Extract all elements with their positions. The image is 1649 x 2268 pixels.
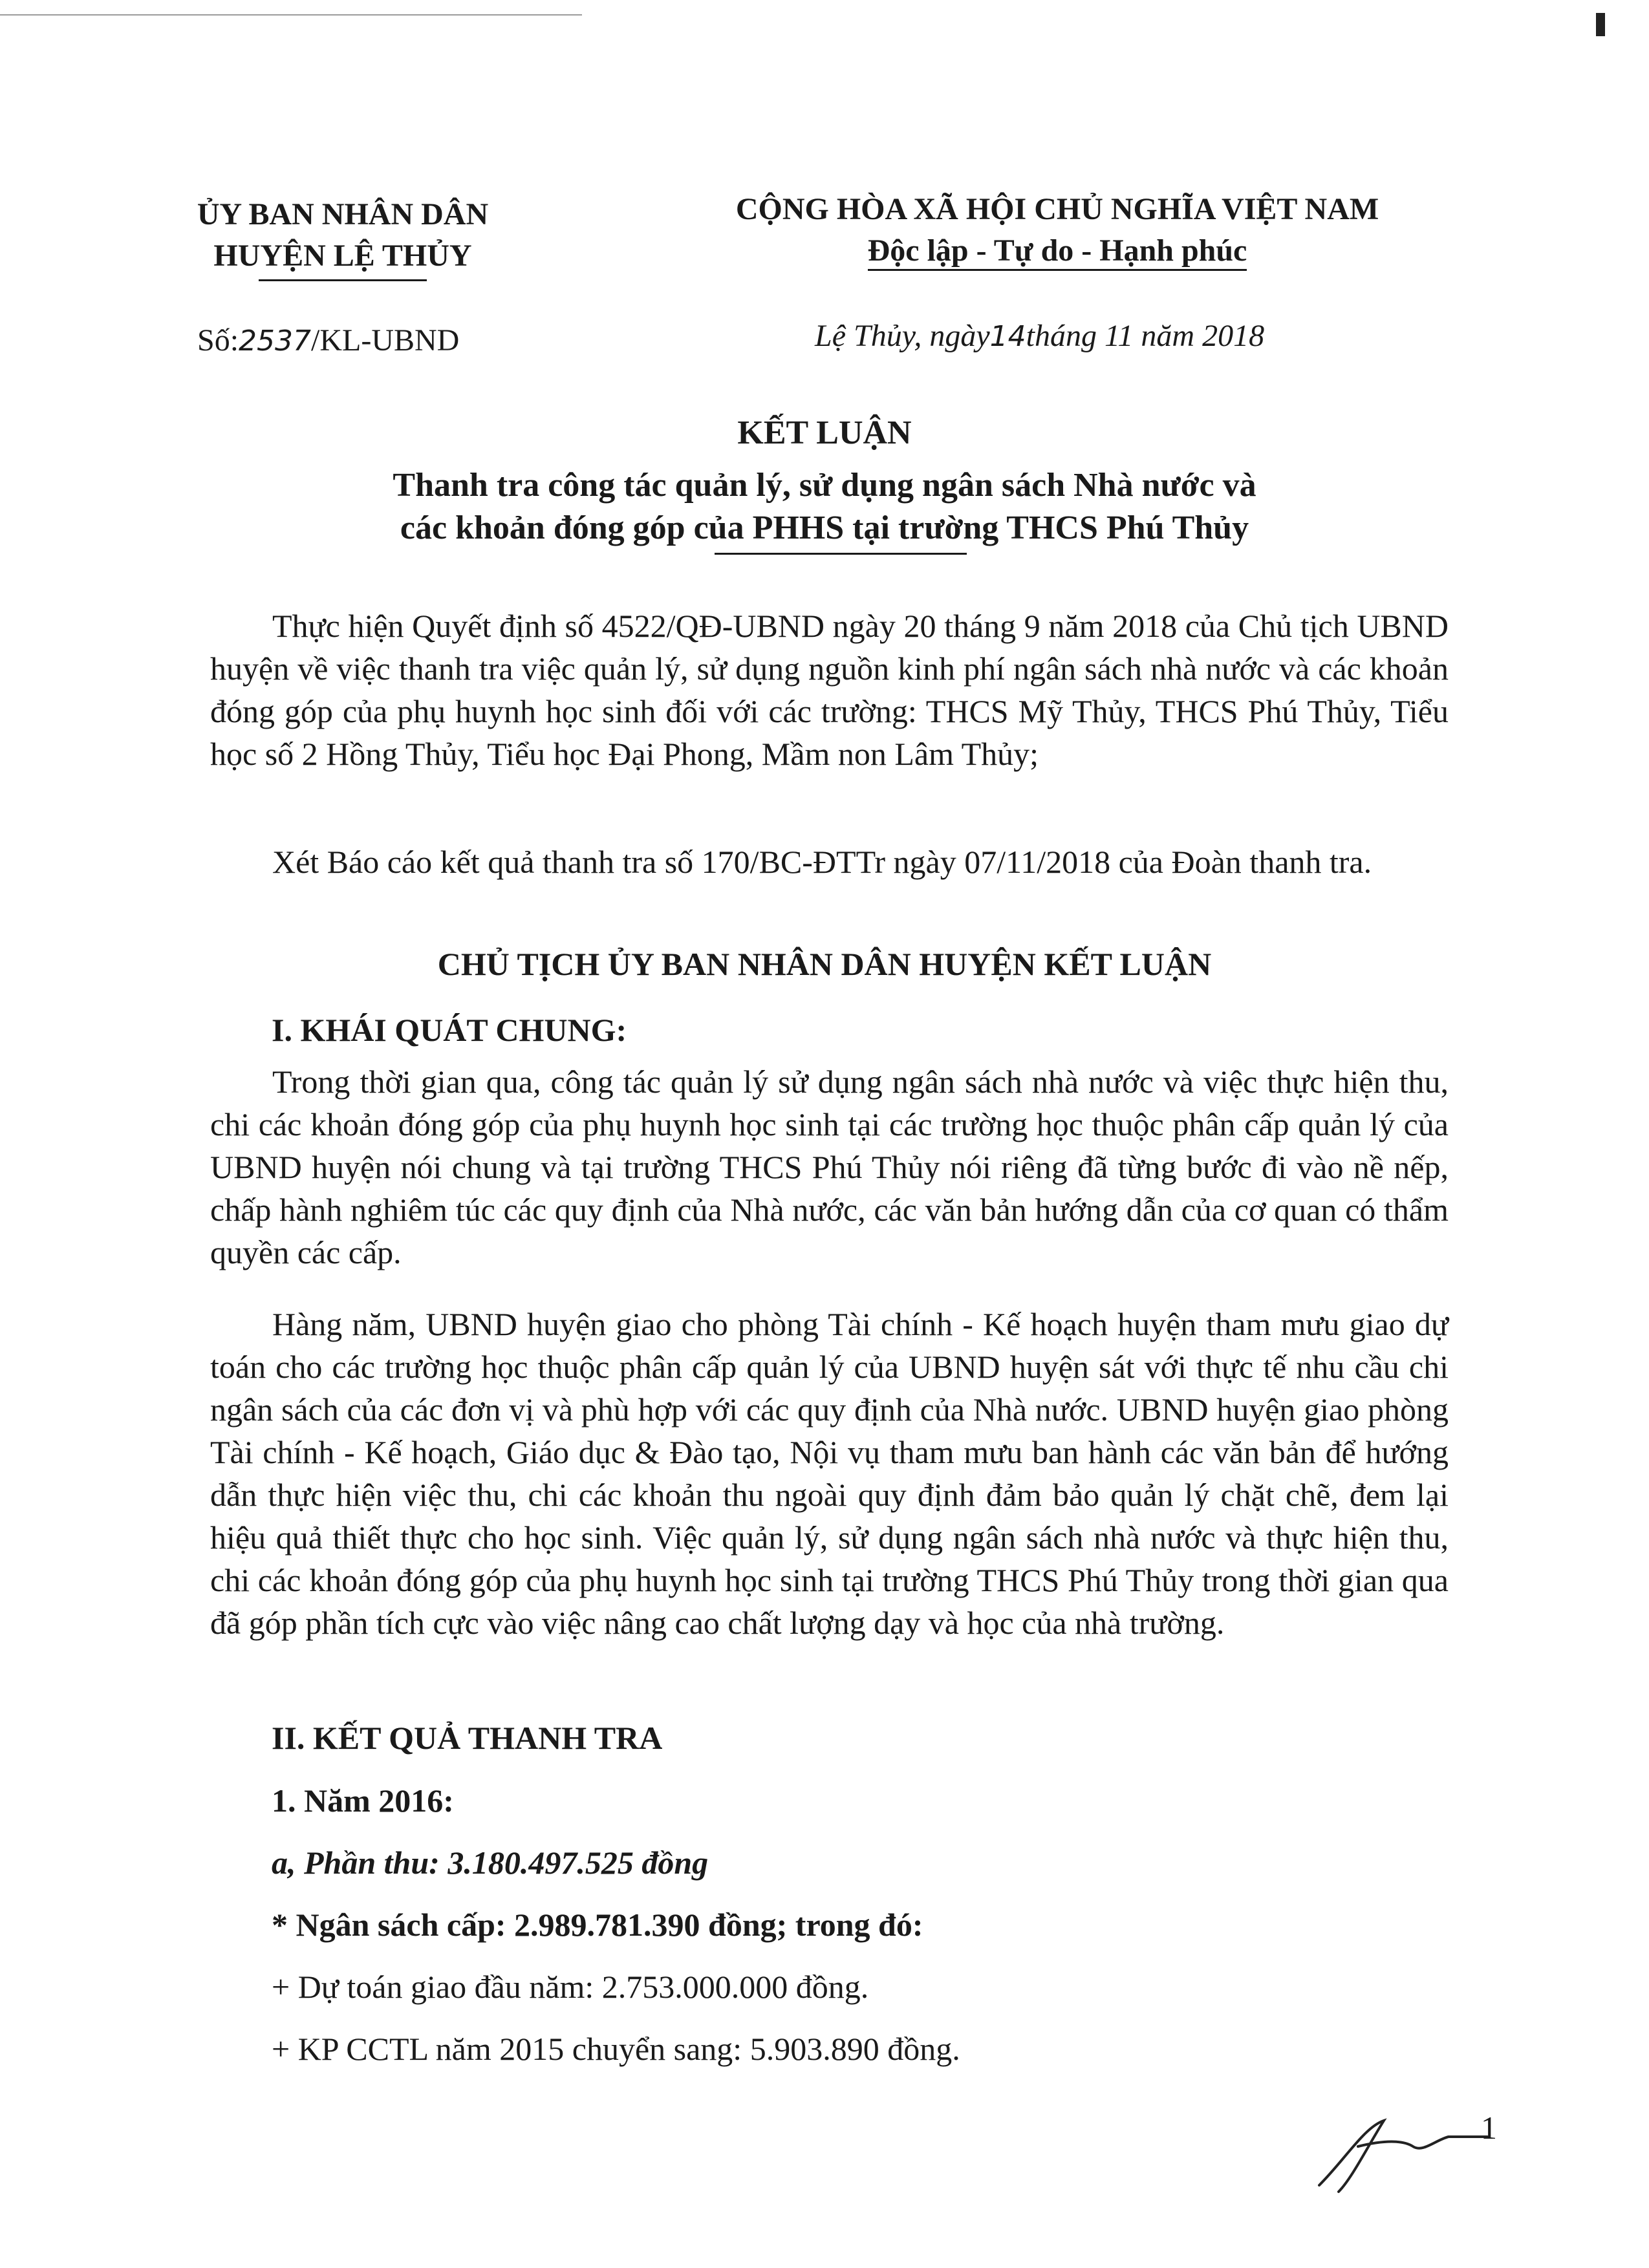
- section2-heading: II. KẾT QUẢ THANH TRA: [272, 1720, 663, 1756]
- section1-paragraph: Trong thời gian qua, công tác quản lý sử dụng ngân sách nhà nước và việc thực hiện thu, chi các khoản đóng góp của phụ huynh học sinh tại các trường học thuộc phân cấp quản lý của UBND huyện nói chung và tại trường THCS Phú Thủy nói riêng đã từng bước đi vào nề nếp, chấp hành nghiêm túc các quy định của Nhà nước, các văn bản hướng dẫn của cơ quan có thẩm quyền các cấp.: [210, 1064, 1449, 1270]
- income-heading: a, Phần thu: 3.180.497.525 đồng: [272, 1845, 709, 1881]
- page-number: 1: [1481, 2110, 1497, 2146]
- handwritten-number: 2537: [239, 325, 312, 358]
- budget-item: + Dự toán giao đầu năm: 2.753.000.000 đồng.: [272, 1969, 869, 2005]
- initials-signature: [1306, 2101, 1500, 2198]
- national-motto-line2: Độc lập - Tự do - Hạnh phúc: [647, 230, 1468, 272]
- subtitle-line2: các khoản đóng góp của PHHS tại trường THCS Phú Thủy: [400, 509, 1249, 546]
- document-subtitle: [0, 464, 1649, 550]
- preamble-decision: Thực hiện Quyết định số 4522/QĐ-UBND ngày 20 tháng 9 năm 2018 của Chủ tịch UBND huyện về việc thanh tra việc quản lý, sử dụng nguồn kinh phí ngân sách nhà nước và các khoản đóng góp của phụ huynh học sinh đối với các trường: THCS Mỹ Thủy, THCS Phú Thủy, Tiểu học số 2 Hồng Thủy, Tiểu học Đại Phong, Mầm non Lâm Thủy;: [210, 608, 1449, 772]
- section1-heading: I. KHÁI QUÁT CHUNG:: [272, 1012, 627, 1048]
- subtitle-line1: Thanh tra công tác quản lý, sử dụng ngân sách Nhà nước và: [393, 467, 1256, 504]
- national-motto-line1: CỘNG HÒA XÃ HỘI CHỦ NGHĨA VIỆT NAM: [735, 192, 1379, 226]
- scan-edge-line: [0, 14, 582, 16]
- agency-underline: [259, 279, 427, 281]
- subtitle-underline: [715, 553, 967, 555]
- scan-corner-mark: [1596, 13, 1605, 36]
- preamble-report: Xét Báo cáo kết quả thanh tra số 170/BC-ĐTTr ngày 07/11/2018 của Đoàn thanh tra.: [272, 844, 1372, 880]
- agency-line2: HUYỆN LỆ THỦY: [213, 239, 472, 273]
- agency-header: [162, 194, 524, 277]
- national-header: [647, 189, 1468, 272]
- agency-line1: ỦY BAN NHÂN DÂN: [197, 197, 489, 231]
- document-title: KẾT LUẬN: [737, 414, 912, 451]
- year-heading: 1. Năm 2016:: [272, 1782, 454, 1819]
- handwritten-day: 14: [989, 320, 1026, 353]
- budget-item: + KP CCTL năm 2015 chuyển sang: 5.903.890 đồng.: [272, 2031, 960, 2067]
- document-date: Lệ Thủy, ngày14tháng 11 năm 2018: [815, 319, 1265, 353]
- document-number: Số:2537/KL-UBND: [197, 323, 460, 358]
- conclusion-heading: CHỦ TỊCH ỦY BAN NHÂN DÂN HUYỆN KẾT LUẬN: [437, 946, 1212, 982]
- budget-heading: * Ngân sách cấp: 2.989.781.390 đồng; trong đó:: [272, 1907, 923, 1943]
- section1-paragraph: Hàng năm, UBND huyện giao cho phòng Tài chính - Kế hoạch huyện tham mưu giao dự toán cho các trường học thuộc phân cấp quản lý của UBND huyện sát với thực tế nhu cầu chi ngân sách của các đơn vị và phù hợp với các quy định của Nhà nước. UBND huyện giao phòng Tài chính - Kế hoạch, Giáo dục & Đào tạo, Nội vụ tham mưu ban hành các văn bản để hướng dẫn thực hiện việc thu, chi các khoản thu ngoài quy định đảm bảo quản lý chặt chẽ, đem lại hiệu quả thiết thực cho học sinh. Việc quản lý, sử dụng ngân sách nhà nước và thực hiện thu, chi các khoản đóng góp của phụ huynh học sinh tại trường THCS Phú Thủy trong thời gian qua đã góp phần tích cực vào việc nâng cao chất lượng dạy và học của nhà trường.: [210, 1306, 1449, 1641]
